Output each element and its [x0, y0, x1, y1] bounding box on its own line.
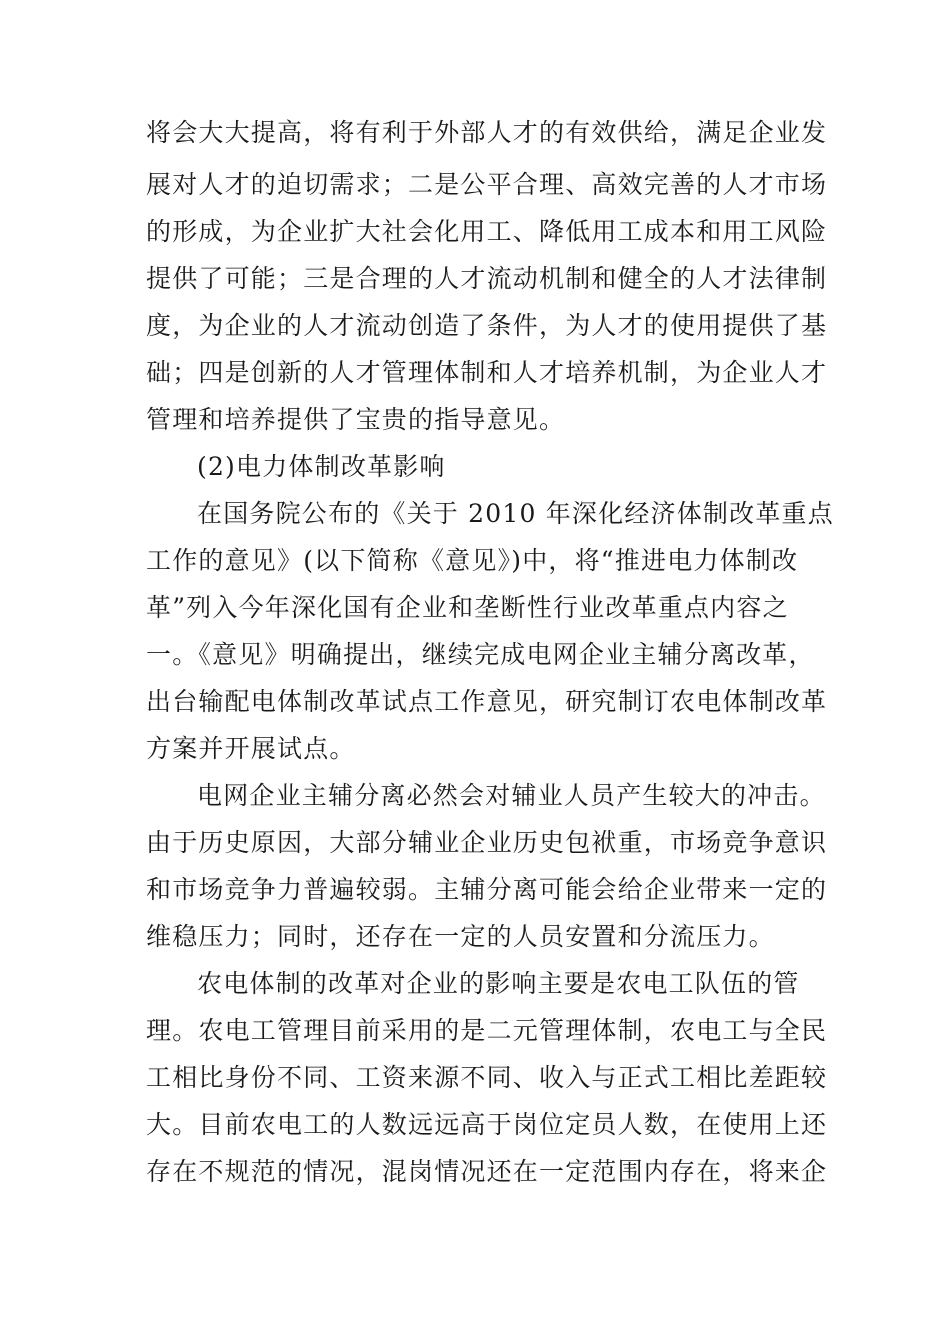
section-heading: (2)电力体制改革影响 — [197, 452, 446, 481]
text-line: 工相比身份不同、工资来源不同、收入与正式工相比差距较 — [146, 1063, 828, 1092]
text-line: 度，为企业的人才流动创造了条件，为人才的使用提供了基 — [146, 311, 828, 340]
text-line: 由于历史原因，大部分辅业企业历史包袱重，市场竞争意识 — [146, 828, 828, 857]
text-line: 工作的意见》(以下简称《意见》)中，将“推进电力体制改 — [146, 546, 799, 575]
text-line: 管理和培养提供了宝贵的指导意见。 — [146, 405, 566, 434]
text-line: 革”列入今年深化国有企业和垄断性行业改革重点内容之 — [146, 593, 789, 622]
text-line: 维稳压力；同时，还存在一定的人员安置和分流压力。 — [146, 922, 775, 951]
text-line: 的形成，为企业扩大社会化用工、降低用工成本和用工风险 — [146, 217, 828, 246]
text-line: 电网企业主辅分离必然会对辅业人员产生较大的冲击。 — [197, 781, 826, 810]
text-line: 大。目前农电工的人数远远高于岗位定员人数，在使用上还 — [146, 1110, 828, 1139]
text-line: 理。农电工管理目前采用的是二元管理体制，农电工与全民 — [146, 1016, 828, 1045]
text-line: 出台输配电体制改革试点工作意见，研究制订农电体制改革 — [146, 687, 828, 716]
text-line: 提供了可能；三是合理的人才流动机制和健全的人才法律制 — [146, 264, 828, 293]
text-line: 将会大大提高，将有利于外部人才的有效供给，满足企业发 — [146, 118, 828, 147]
text-line: 在国务院公布的《关于 2010 年深化经济体制改革重点 — [197, 499, 834, 528]
text-line: 础；四是创新的人才管理体制和人才培养机制，为企业人才 — [146, 358, 828, 387]
text-line: 农电体制的改革对企业的影响主要是农电工队伍的管 — [197, 969, 800, 998]
text-line: 方案并开展试点。 — [146, 734, 356, 763]
text-line: 和市场竞争力普遍较弱。主辅分离可能会给企业带来一定的 — [146, 875, 828, 904]
text-line: 展对人才的迫切需求；二是公平合理、高效完善的人才市场 — [146, 170, 828, 199]
text-line: 一。《意见》明确提出，继续完成电网企业主辅分离改革， — [146, 640, 815, 669]
text-line: 存在不规范的情况，混岗情况还在一定范围内存在，将来企 — [146, 1157, 828, 1186]
